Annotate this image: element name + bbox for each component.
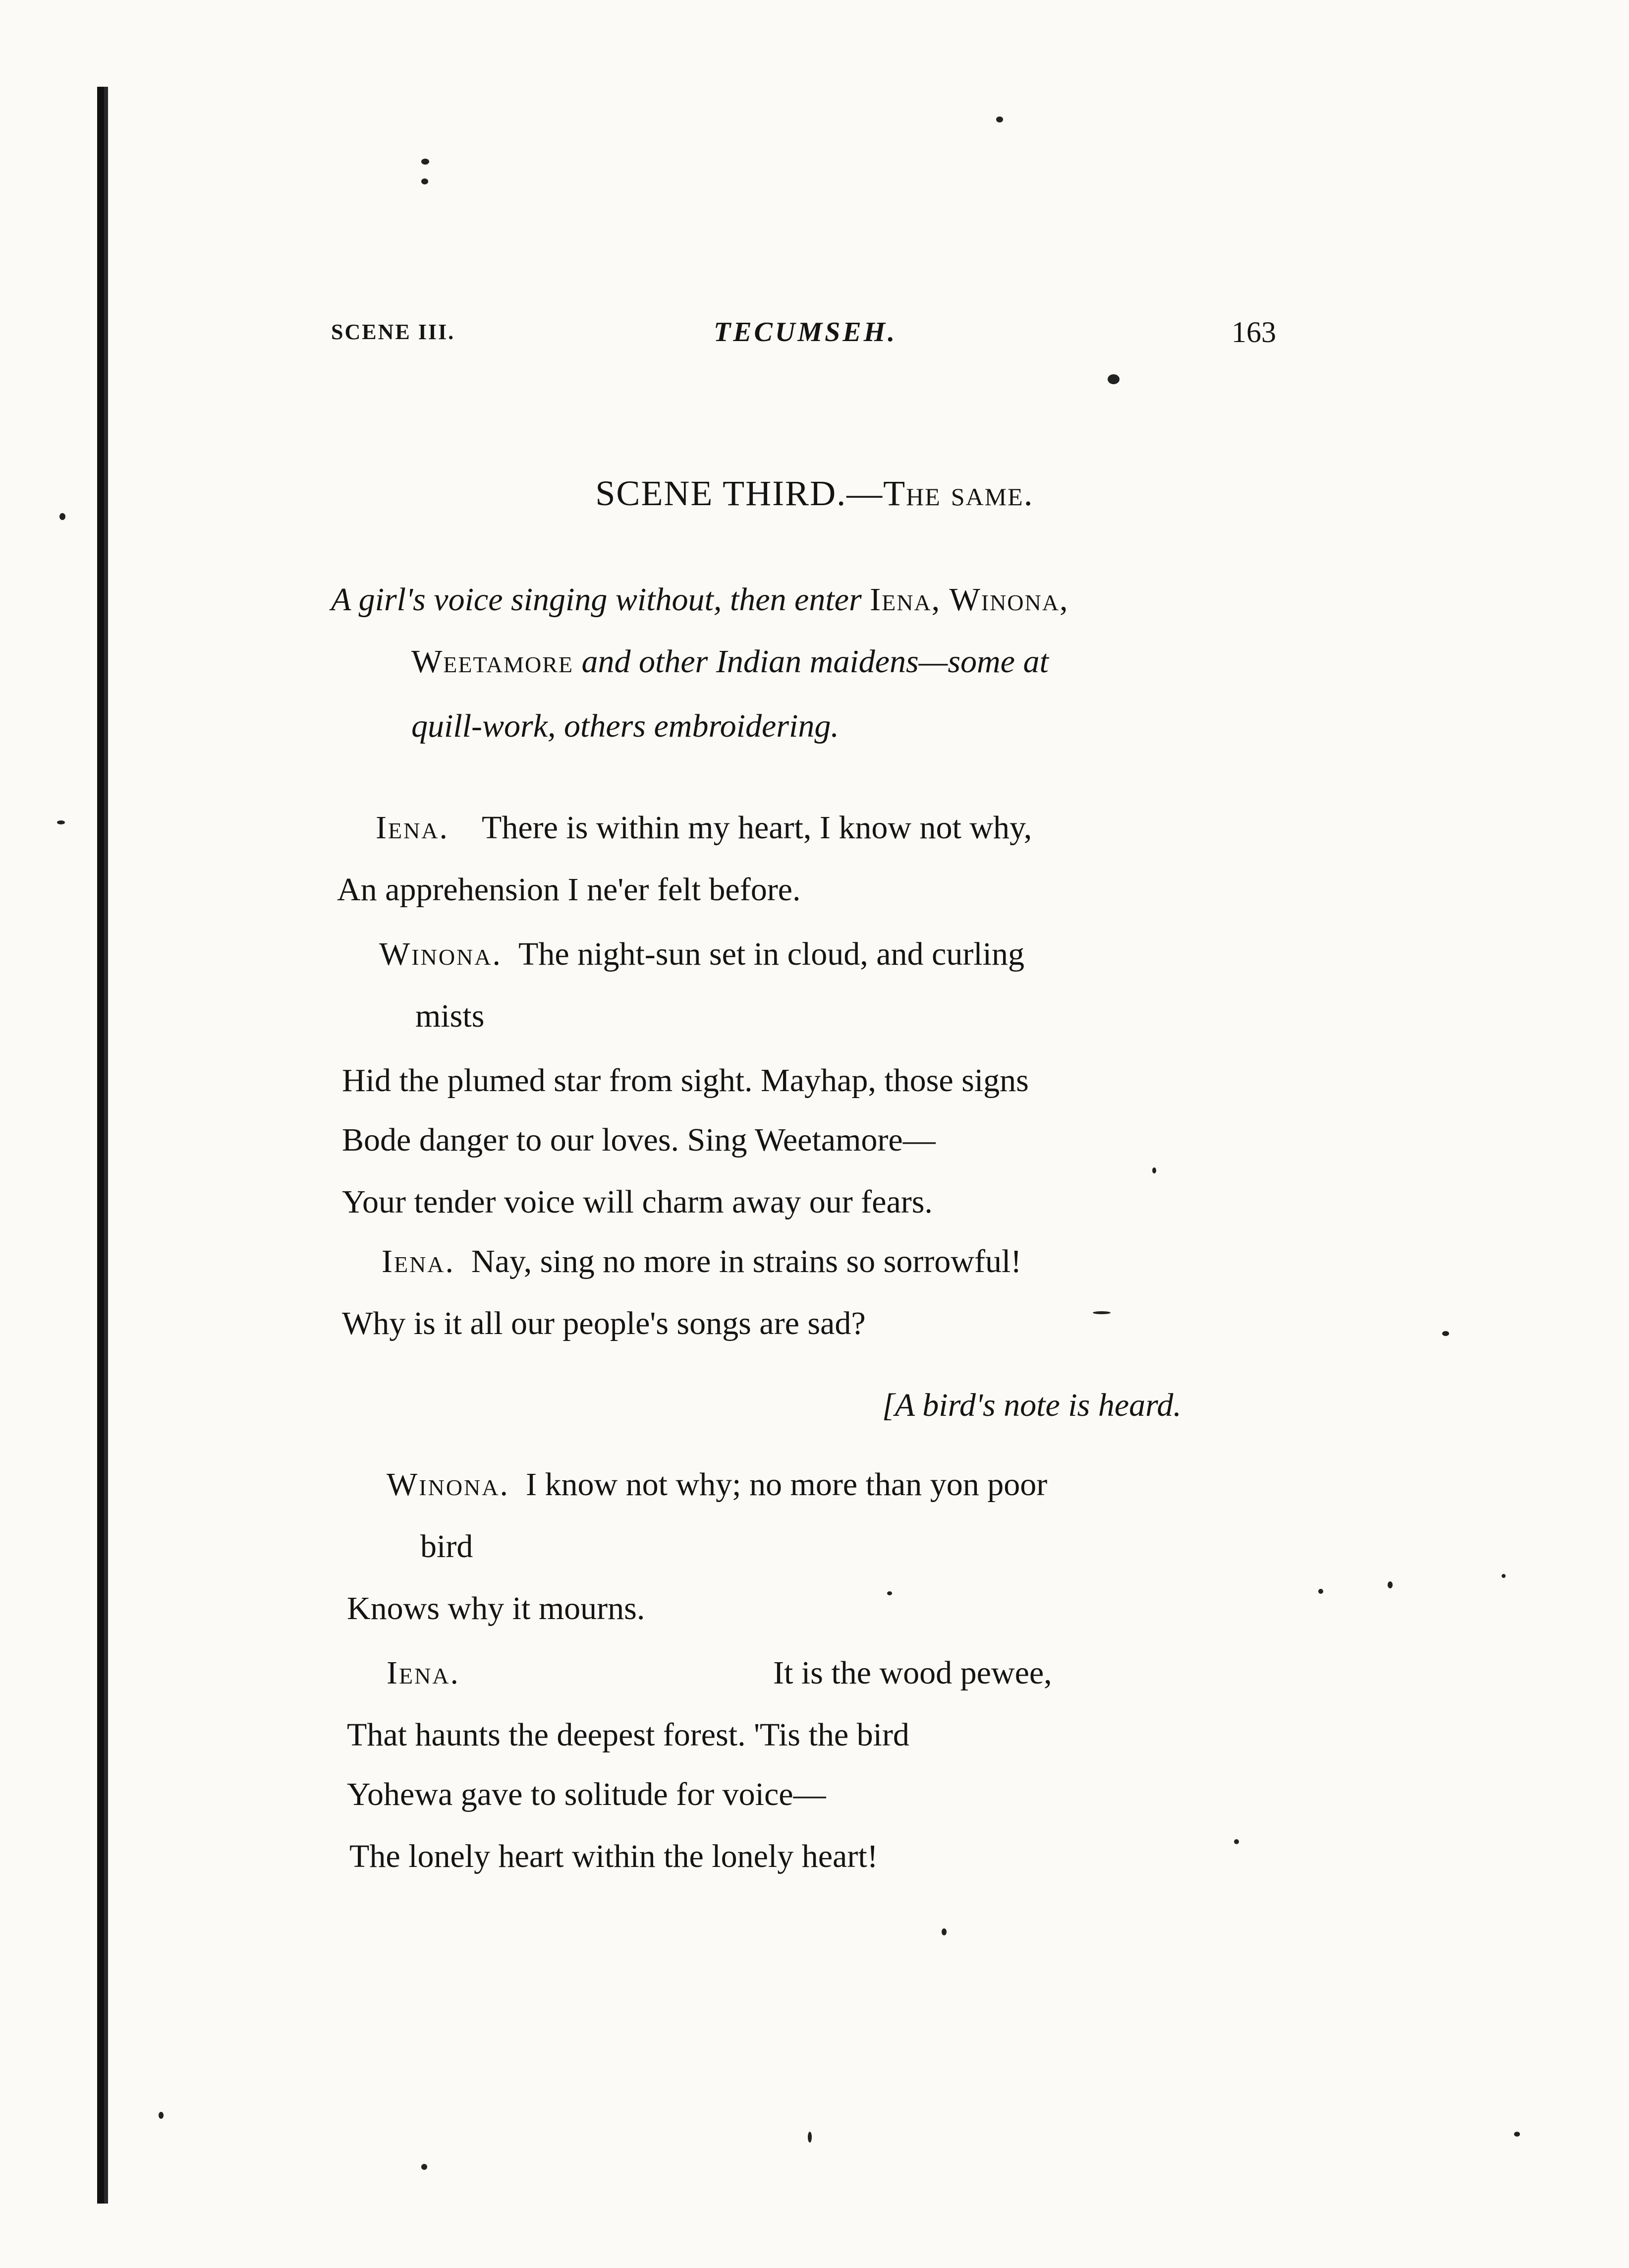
verse-line [379,932,1024,977]
verse-text: Knows why it mourns. [347,1590,645,1627]
speaker-name: Iena. [376,810,449,846]
verse-line [342,1058,1029,1103]
scan-speck [996,116,1003,122]
verse-text: I know not why; no more than yon poor [526,1466,1048,1503]
speaker-name: Winona. [379,936,502,972]
scan-speck [1234,1839,1239,1844]
scan-speck [1108,374,1120,384]
verse-text: Hid the plumed star from sight. Mayhap, those signs [342,1062,1029,1099]
verse-line [342,1301,866,1346]
speaker-name: Iena. [387,1655,460,1691]
verse-text: Why is it all our people's songs are sad? [342,1305,866,1341]
stage-direction-text: quill-work, others embroidering. [411,708,839,744]
verse-text: The night-sun set in cloud, and curling [518,936,1024,972]
verse-line [349,1834,878,1879]
scene-heading-subtitle: The same. [883,473,1034,513]
scan-speck [59,513,65,520]
scene-heading [0,471,1629,516]
verse-line [382,1239,1021,1284]
stage-direction-line-2 [411,640,1049,684]
verse-text: Your tender voice will charm away our fears. [342,1184,933,1220]
scan-speck [1514,2132,1520,2137]
verse-text: That haunts the deepest forest. 'Tis the bird [347,1717,909,1753]
stage-direction-text: and other Indian maidens—some at [581,643,1049,680]
verse-line [415,994,484,1039]
scan-speck [57,820,65,824]
verse-line [376,806,1032,850]
verse-line [342,1118,936,1163]
verse-text: Bode danger to our loves. Sing Weetamore— [342,1122,936,1158]
speaker-name: Iena. [382,1243,455,1279]
scan-speck [421,159,429,165]
verse-line [347,1772,826,1817]
stage-direction-line-1 [331,578,1068,622]
running-head-scene: SCENE III. [331,320,455,344]
scene-heading-title: SCENE THIRD.— [595,473,884,513]
scan-speck [421,178,428,184]
verse-line [387,1462,1047,1507]
stage-direction-names: Weetamore [411,643,574,680]
stage-direction-text: A girl's voice singing without, then enter [331,582,862,618]
verse-text: It is the wood pewee, [773,1655,1052,1691]
verse-line [347,1713,909,1757]
scan-speck [1093,1311,1111,1314]
stage-direction-line-3 [411,704,839,749]
scan-speck [1502,1574,1506,1578]
scan-speck [159,2112,164,2119]
verse-line [387,1651,460,1695]
scan-speck [942,1928,947,1935]
verse-text: mists [415,998,485,1034]
verse-text: bird [420,1528,473,1565]
verse-line [337,868,800,912]
verse-text: An apprehension I ne'er felt before. [337,872,801,908]
verse-text: Yohewa gave to solitude for voice— [347,1776,826,1812]
running-head-title: TECUMSEH. [714,317,898,348]
page-number: 163 [1232,316,1276,349]
verse-line [773,1651,1052,1695]
stage-direction-bird: [A bird's note is heard. [882,1387,1181,1423]
verse-text: Nay, sing no more in strains so sorrowful! [471,1243,1022,1279]
stage-direction-names: Iena, Winona, [870,582,1069,618]
verse-text: There is within my heart, I know not why, [482,810,1032,846]
binding-edge-inner [104,87,108,2204]
scan-speck [887,1591,892,1595]
verse-text: The lonely heart within the lonely heart! [349,1838,878,1874]
speaker-name: Winona. [387,1466,509,1503]
verse-line [342,1180,933,1224]
scan-speck [1318,1589,1323,1594]
scan-speck [421,2164,427,2170]
scan-speck [808,2132,812,2143]
scan-speck [1388,1581,1393,1588]
scan-speck [1152,1167,1156,1173]
verse-line [347,1586,645,1631]
scan-speck [1442,1331,1449,1336]
verse-line [420,1524,473,1569]
